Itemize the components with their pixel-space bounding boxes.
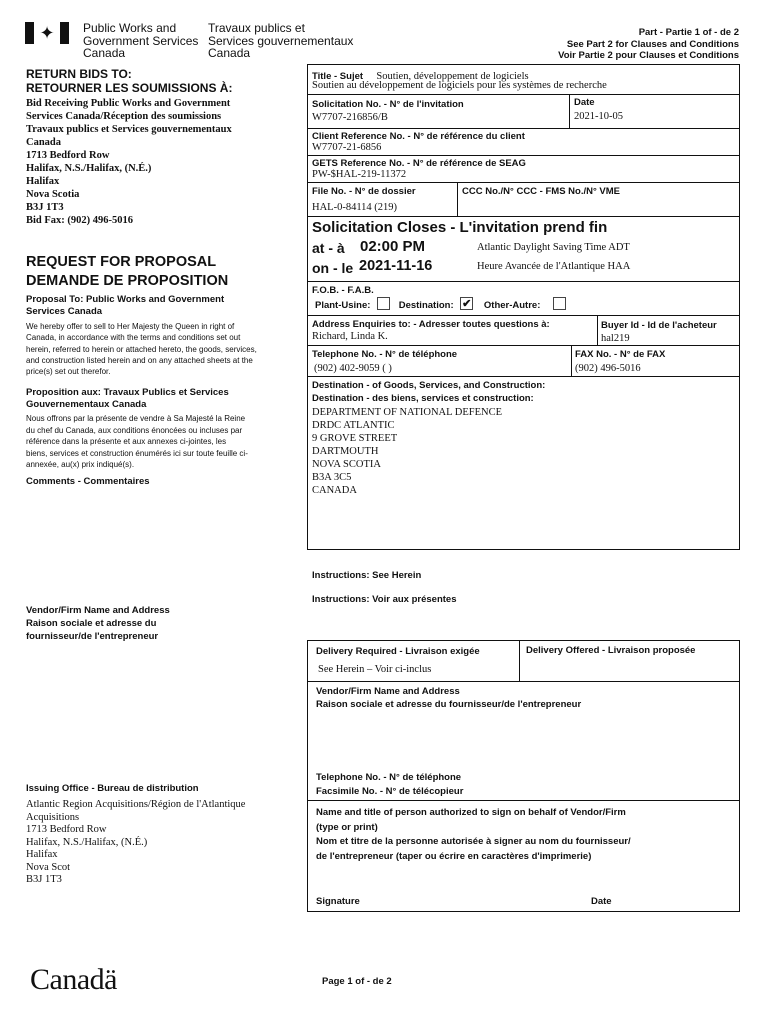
maple-leaf-icon: ✦ [39, 23, 55, 43]
timezone-fr: Heure Avancée de l'Atlantique HAA [477, 261, 631, 272]
page-number: Page 1 of - de 2 [322, 976, 392, 987]
plant-checkbox[interactable] [377, 297, 390, 310]
buyer-id-value: hal219 [601, 333, 630, 344]
gets-ref-label: GETS Reference No. - N° de référence de SEAG [312, 158, 526, 169]
return-bids-heading: RETURN BIDS TO: RETOURNER LES SOUMISSIONS À: [26, 67, 233, 95]
destination-address: DEPARTMENT OF NATIONAL DEFENCE DRDC ATLANTIC 9 GROVE STREET DARTMOUTH NOVA SCOTIA B3A 3C5 CANADA [312, 407, 503, 496]
rfp-title: REQUEST FOR PROPOSAL DEMANDE DE PROPOSITION [26, 254, 229, 289]
address-enquiries-label: Address Enquiries to: - Adresser toutes questions à: [312, 319, 550, 330]
address-enquiries-value: Richard, Linda K. [312, 331, 388, 342]
canada-wordmark: Canadä [30, 963, 117, 996]
title-value-2: Soutien au développement de logiciels pour les systèmes de recherche [312, 80, 607, 91]
timezone-en: Atlantic Daylight Saving Time ADT [477, 242, 630, 253]
department-name-en: Public Works and Government Services Canada [83, 21, 199, 60]
title-field: Title - Sujet Soutien, développement de logiciels [312, 71, 529, 82]
destination-label: Destination: [398, 300, 454, 312]
delivery-required-value: See Herein – Voir ci-inclus [318, 664, 432, 675]
fax-label: FAX No. - N° de FAX [575, 349, 666, 360]
vendor-firm-label-2: Raison sociale et adresse du fournisseur/de l'entrepreneur [316, 699, 582, 710]
on-label: on - le [312, 260, 354, 276]
signature-date-label: Date [591, 896, 612, 907]
ccc-label: CCC No./N° CCC - FMS No./N° VME [462, 186, 621, 197]
phone-label: Telephone No. - N° de téléphone [312, 349, 458, 360]
delivery-required-label: Delivery Required - Livraison exigée [316, 646, 480, 657]
date-label: Date [574, 97, 595, 108]
plant-label: Plant-Usine: [315, 300, 371, 312]
part-info [558, 27, 739, 62]
client-ref-value: W7707-21-6856 [312, 142, 382, 153]
proposition-label: Proposition aux: Travaux Publics et Services Gouvernementaux Canada [26, 387, 229, 410]
fob-label: F.O.B. - F.A.B. [312, 285, 374, 296]
client-ref-label: Client Reference No. - N° de référence du client [312, 131, 525, 142]
vendor-firm-field[interactable] [312, 712, 736, 764]
at-label: at - à [312, 240, 345, 256]
solicitation-closes-label: Solicitation Closes - L'invitation prend fin [312, 219, 608, 236]
buyer-id-label: Buyer Id - Id de l'acheteur [601, 320, 717, 331]
canada-flag-icon [25, 22, 69, 44]
other-checkbox[interactable] [553, 297, 566, 310]
check-mark-icon: ✔ [462, 298, 472, 310]
destination-goods-label-fr: Destination - des biens, services et construction: [312, 393, 534, 404]
proposal-to-label: Proposal To: Public Works and Government Services Canada [26, 294, 225, 317]
offer-text-en: We hereby offer to sell to Her Majesty the Queen in right of Canada, in accordance with the terms and conditions set out herein, referred to herein or attached hereto, the goods, services, and construction listed herein and on any attached sheets at the price(s) set out therefor. [26, 322, 257, 377]
delivery-offered-label: Delivery Offered - Livraison proposée [526, 645, 696, 656]
authorized-signer-label: Name and title of person authorized to sign on behalf of Vendor/Firm (type or print) Nom et titre de la personne autorisée à signer au nom du fournisseur/ de l'entrepreneur (taper ou écrire en caractères d'imprimerie) [316, 807, 631, 862]
vendor-firm-label-1: Vendor/Firm Name and Address [316, 686, 460, 697]
issuing-office-address: Atlantic Region Acquisitions/Région de l'Atlantique Acquisitions 1713 Bedford Row Halifax, N.S./Halifax, (N.É.) Halifax Nova Scot B3J 1T3 [26, 799, 246, 885]
closing-date: 2021-11-16 [359, 258, 433, 274]
signature-label: Signature [316, 896, 360, 907]
destination-checkbox[interactable] [460, 297, 473, 310]
issuing-office-label: Issuing Office - Bureau de distribution [26, 783, 199, 794]
see-part2: See Part 2 for Clauses and Conditions [566, 38, 739, 50]
solicitation-number: W7707-216856/B [312, 112, 388, 123]
file-no-label: File No. - N° de dossier [312, 186, 416, 197]
destination-goods-label-en: Destination - of Goods, Services, and Construction: [312, 380, 546, 391]
file-no-value: HAL-0-84114 (219) [312, 202, 398, 213]
gets-ref-value: PW-$HAL-219-11372 [312, 169, 407, 180]
instructions-fr: Instructions: Voir aux présentes [312, 594, 457, 605]
authorized-signer-field[interactable] [312, 866, 736, 890]
delivery-offered-field[interactable] [521, 658, 736, 678]
vendor-firm-label-left: Vendor/Firm Name and Address Raison sociale et adresse du fournisseur/de l'entrepreneur [26, 605, 170, 642]
fax-value: (902) 496-5016 [575, 363, 641, 374]
part-number: Part - Partie 1 of - de 2 [638, 27, 739, 38]
voir-part2: Voir Partie 2 pour Clauses et Conditions [558, 50, 739, 61]
other-label: Other-Autre: [483, 300, 541, 312]
department-name-fr: Travaux publics et Services gouvernementaux Canada [208, 21, 354, 60]
comments-label: Comments - Commentaires [26, 476, 150, 487]
closing-time: 02:00 PM [360, 238, 426, 255]
fob-options [315, 299, 566, 312]
solicitation-label: Solicitation No. - N° de l'invitation [312, 99, 464, 110]
return-bids-address: Bid Receiving Public Works and Government Services Canada/Réception des soumissions Travaux publics et Services gouvernementaux Canada 1713 Bedford Row Halifax, N.S./Halifax, (N.É.) Halifax Nova Scotia B3J 1T3 Bid Fax: (902) 496-5016 [26, 98, 232, 226]
vendor-telephone-label: Telephone No. - N° de téléphone [316, 772, 462, 783]
vendor-facsimile-label: Facsimile No. - N° de télécopieur [316, 786, 464, 797]
instructions-en: Instructions: See Herein [312, 570, 422, 581]
issue-date: 2021-10-05 [574, 111, 623, 122]
offer-text-fr: Nous offrons par la présente de vendre à Sa Majesté la Reine du chef du Canada, aux conditions énoncées ou incluses par référence dans la présente et aux annexes ci-jointes, les biens, services et construction énumérés ici sur toute feuille ci-annexée, au(x) prix indiqué(s). [26, 414, 248, 469]
title-value-1: Soutien, développement de logiciels [376, 71, 529, 82]
phone-value: (902) 402-9059 ( ) [314, 363, 392, 374]
